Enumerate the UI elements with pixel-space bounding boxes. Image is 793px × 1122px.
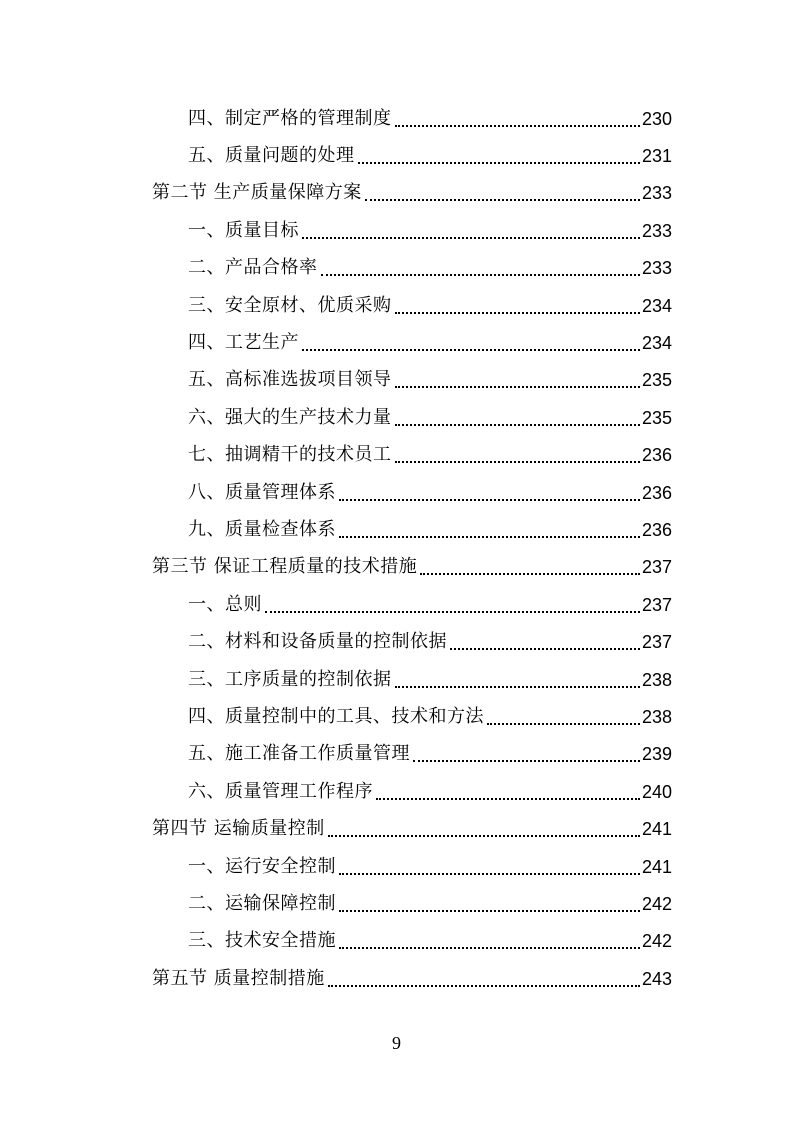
dot-leader (302, 331, 640, 351)
toc-entry-page: 236 (641, 519, 672, 540)
toc-entry-page: 233 (641, 220, 672, 241)
toc-section-entry[interactable] (0, 960, 793, 997)
toc-subsection-entry[interactable] (0, 698, 793, 735)
toc-entry-label: 一、运行安全控制 (188, 855, 336, 877)
toc-entry-page: 230 (641, 108, 672, 129)
toc-entry-page: 234 (641, 333, 672, 354)
dot-leader (339, 929, 640, 949)
dot-leader (395, 406, 640, 426)
toc-entry-label: 五、施工准备工作质量管理 (188, 743, 410, 765)
toc-subsection-entry[interactable] (0, 511, 793, 548)
toc-subsection-entry[interactable] (0, 474, 793, 511)
toc-entry-label: 八、质量管理体系 (188, 481, 336, 503)
toc-entry-page: 238 (641, 669, 672, 690)
toc-entry-page: 231 (641, 146, 672, 167)
toc-entry-page: 239 (641, 744, 672, 765)
toc-entry-page: 236 (641, 482, 672, 503)
toc-section-entry[interactable] (0, 549, 793, 586)
dot-leader (413, 742, 640, 762)
toc-subsection-entry[interactable] (0, 623, 793, 660)
toc-subsection-entry[interactable] (0, 885, 793, 922)
toc-entry-label: 二、运输保障控制 (188, 892, 336, 914)
toc-entry-page: 237 (641, 557, 672, 578)
toc-subsection-entry[interactable] (0, 100, 793, 137)
toc-entry-page: 233 (641, 258, 672, 279)
toc-entry-page: 242 (641, 893, 672, 914)
dot-leader (358, 144, 640, 164)
toc-entry-page: 242 (641, 931, 672, 952)
toc-subsection-entry[interactable] (0, 437, 793, 474)
dot-leader (450, 630, 640, 650)
toc-entry-label: 九、质量检查体系 (188, 518, 336, 540)
dot-leader (376, 780, 640, 800)
toc-entry-label: 第四节 运输质量控制 (152, 818, 325, 840)
toc-entry-label: 二、材料和设备质量的控制依据 (188, 631, 447, 653)
dot-leader (339, 892, 640, 912)
toc-entry-page: 237 (641, 632, 672, 653)
toc-entry-page: 243 (641, 968, 672, 989)
toc-entry-label: 三、安全原材、优质采购 (188, 294, 392, 316)
toc-subsection-entry[interactable] (0, 212, 793, 249)
toc-subsection-entry[interactable] (0, 586, 793, 623)
toc-subsection-entry[interactable] (0, 661, 793, 698)
toc-subsection-entry[interactable] (0, 324, 793, 361)
dot-leader (395, 368, 640, 388)
dot-leader (395, 107, 640, 127)
dot-leader (328, 817, 640, 837)
dot-leader (265, 593, 640, 613)
toc-entry-label: 五、质量问题的处理 (188, 145, 355, 167)
toc-entry-label: 第三节 保证工程质量的技术措施 (152, 556, 418, 578)
toc-entry-page: 236 (641, 445, 672, 466)
toc-entry-label: 一、质量目标 (188, 219, 299, 241)
toc-entry-page: 240 (641, 781, 672, 802)
toc-entry-label: 三、技术安全措施 (188, 930, 336, 952)
toc-subsection-entry[interactable] (0, 137, 793, 174)
toc-subsection-entry[interactable] (0, 736, 793, 773)
dot-leader (339, 481, 640, 501)
dot-leader (395, 443, 640, 463)
toc-entry-page: 234 (641, 295, 672, 316)
dot-leader (365, 181, 640, 201)
toc-entry-page: 241 (641, 819, 672, 840)
toc-subsection-entry[interactable] (0, 848, 793, 885)
toc-subsection-entry[interactable] (0, 773, 793, 810)
toc-entry-page: 233 (641, 183, 672, 204)
dot-leader (321, 256, 640, 276)
toc-entry-label: 第五节 质量控制措施 (152, 967, 325, 989)
dot-leader (339, 518, 640, 538)
toc-entry-page: 241 (641, 856, 672, 877)
toc-subsection-entry[interactable] (0, 362, 793, 399)
toc-entry-page: 235 (641, 370, 672, 391)
toc-section-entry[interactable] (0, 810, 793, 847)
dot-leader (487, 705, 640, 725)
toc-entry-label: 六、质量管理工作程序 (188, 780, 373, 802)
dot-leader (302, 219, 640, 239)
toc-entry-label: 五、高标准选拔项目领导 (188, 369, 392, 391)
toc-entry-label: 六、强大的生产技术力量 (188, 406, 392, 428)
toc-subsection-entry[interactable] (0, 399, 793, 436)
dot-leader (420, 555, 640, 575)
toc-entry-label: 四、制定严格的管理制度 (188, 107, 392, 129)
dot-leader (395, 294, 640, 314)
toc-subsection-entry[interactable] (0, 250, 793, 287)
toc-entry-label: 一、总则 (188, 593, 262, 615)
toc-entry-page: 237 (641, 594, 672, 615)
toc-entry-label: 三、工序质量的控制依据 (188, 668, 392, 690)
toc-entry-label: 四、工艺生产 (188, 332, 299, 354)
toc-entry-label: 二、产品合格率 (188, 257, 318, 279)
toc-entry-label: 四、质量控制中的工具、技术和方法 (188, 705, 484, 727)
toc-entry-page: 235 (641, 407, 672, 428)
toc-subsection-entry[interactable] (0, 287, 793, 324)
page-number: 9 (392, 1033, 401, 1053)
dot-leader (395, 668, 640, 688)
toc-entry-label: 七、抽调精干的技术员工 (188, 444, 392, 466)
dot-leader (339, 855, 640, 875)
toc-subsection-entry[interactable] (0, 923, 793, 960)
toc-entry-page: 238 (641, 706, 672, 727)
dot-leader (328, 967, 640, 987)
toc-entry-label: 第二节 生产质量保障方案 (152, 182, 362, 204)
toc-section-entry[interactable] (0, 175, 793, 212)
table-of-contents (0, 100, 793, 997)
